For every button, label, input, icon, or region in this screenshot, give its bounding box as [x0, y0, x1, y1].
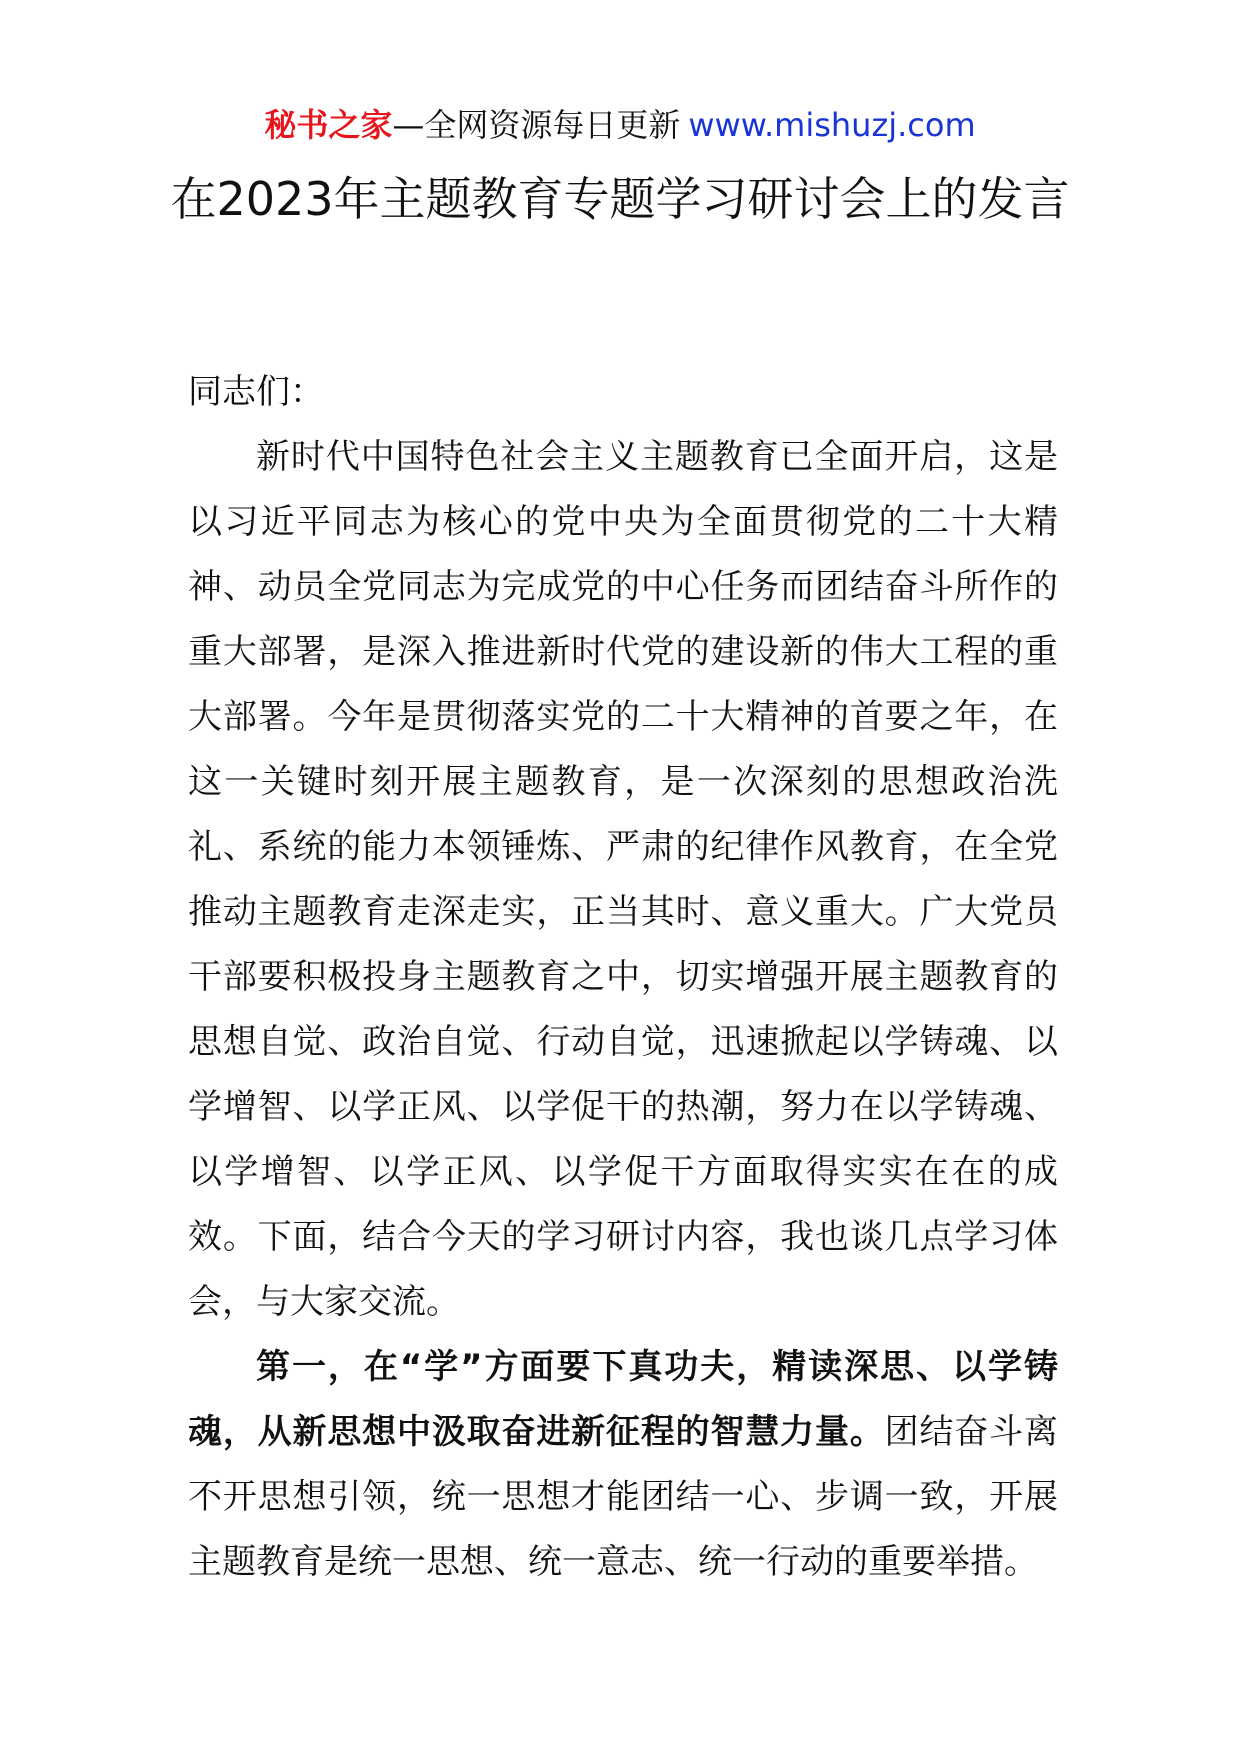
paragraph-2-text: 团结奋斗离不开思想引领，统一思想才能团结一心、步调一致，开展主题教育是统一思想、统一意志、统一行动的重要举措。 [188, 1412, 1059, 1582]
site-brand: 秘书之家 [264, 106, 393, 144]
document-title: 在2023年主题教育专题学习研讨会上的发言 [170, 172, 1070, 226]
paragraph-2-lead: 第一，在“学”方面要下真功夫，精读深思、以学铸魂，从新思想中汲取奋进新征程的智慧力量。 [188, 1347, 1058, 1452]
site-header [0, 103, 1240, 147]
paragraph-2 [188, 1335, 1058, 1595]
salutation: 同志们： [188, 372, 324, 412]
document-body [188, 360, 1058, 1595]
site-url-link[interactable]: www.mishuzj.com [688, 106, 976, 144]
paragraph-1-text: 新时代中国特色社会主义主题教育已全面开启，这是以习近平同志为核心的党中央为全面贯彻党的二十大精神、动员全党同志为完成党的中心任务而团结奋斗所作的重大部署，是深入推进新时代党的建设新的伟大工程的重大部署。今年是贯彻落实党的二十大精神的首要之年，在这一关键时刻开展主题教育，是一次深刻的思想政治洗礼、系统的能力本领锤炼、严肃的纪律作风教育，在全党推动主题教育走深走实，正当其时、意义重大。广大党员干部要积极投身主题教育之中，切实增强开展主题教育的思想自觉、政治自觉、行动自觉，迅速掀起以学铸魂、以学增智、以学正风、以学促干的热潮，努力在以学铸魂、以学增智、以学正风、以学促干方面取得实实在在的成效。下面，结合今天的学习研讨内容，我也谈几点学习体会，与大家交流。 [188, 437, 1058, 1322]
site-slogan: —全网资源每日更新 [392, 106, 681, 144]
paragraph-1 [188, 425, 1058, 1335]
